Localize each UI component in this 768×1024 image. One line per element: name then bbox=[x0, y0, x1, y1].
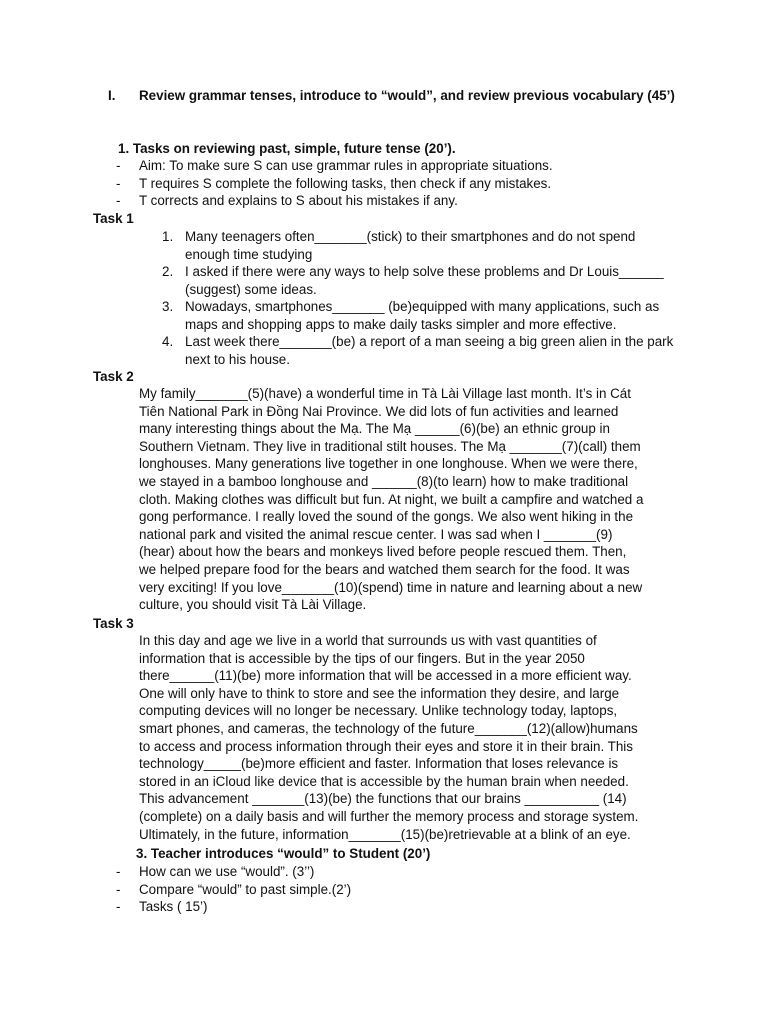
paragraph-line: smart phones, and cameras, the technology of the future_______(12)(allow)humans bbox=[139, 720, 638, 736]
paragraph-line: gong performance. I really loved the sound of the gongs. We also went hiking in the bbox=[139, 509, 634, 525]
item-text: Nowadays, smartphones_______ (be)equipped with many applications, such as maps and shopping apps to make daily tasks simpler and more effective. bbox=[185, 299, 660, 332]
subsection-1-title: 1. Tasks on reviewing past, simple, future tense (20’). bbox=[118, 141, 456, 156]
bullet-dash: - bbox=[116, 193, 121, 208]
paragraph-line: national park and visited the animal rescue center. I was sad when I _______(9) bbox=[139, 526, 613, 542]
paragraph-line: (complete) on a daily basis and will further the memory process and storage system. bbox=[139, 808, 639, 824]
paragraph-line: This advancement _______(13)(be) the functions that our brains __________ (14) bbox=[139, 791, 627, 807]
task-3-paragraph bbox=[139, 632, 638, 843]
section-number: I. bbox=[108, 88, 116, 103]
item-text: Last week there_______(be) a report of a man seeing a big green alien in the park next to his house. bbox=[185, 334, 674, 367]
paragraph-line: culture, you should visit Tà Lài Village. bbox=[139, 597, 367, 613]
paragraph-line: One will only have to think to store and see the information they desire, and large bbox=[139, 685, 620, 701]
bullet-text: Aim: To make sure S can use grammar rules in appropriate situations. bbox=[139, 158, 553, 173]
item-text: Many teenagers often_______(stick) to their smartphones and do not spend enough time studying bbox=[185, 229, 636, 262]
item-number: 3. bbox=[162, 299, 174, 314]
list-item bbox=[162, 263, 682, 298]
paragraph-line: information that is accessible by the tips of our fingers. But in the year 2050 bbox=[139, 650, 585, 666]
paragraph-line: we stayed in a bamboo longhouse and ______(8)(to learn) how to make traditional bbox=[139, 473, 629, 489]
item-number: 1. bbox=[162, 229, 174, 244]
bullet-text: T corrects and explains to S about his mistakes if any. bbox=[139, 193, 458, 208]
paragraph-line: technology_____(be)more efficient and faster. Information that loses relevance is bbox=[139, 756, 619, 772]
paragraph-line: cloth. Making clothes was difficult but fun. At night, we built a campfire and watched a bbox=[139, 491, 644, 507]
task-1-label: Task 1 bbox=[93, 211, 134, 226]
item-number: 2. bbox=[162, 264, 174, 279]
bullet-dash: - bbox=[116, 899, 121, 914]
task-2-label: Task 2 bbox=[93, 369, 134, 384]
paragraph-line: there______(11)(be) more information that will be accessed in a more efficient way. bbox=[139, 668, 632, 684]
list-item bbox=[162, 228, 682, 263]
list-item bbox=[162, 298, 682, 333]
paragraph-line: Ultimately, in the future, information_______(15)(be)retrievable at a blink of an eye. bbox=[139, 826, 631, 842]
paragraph-line: very exciting! If you love_______(10)(spend) time in nature and learning about a new bbox=[139, 579, 643, 595]
paragraph-line: we helped prepare food for the bears and watched them search for the food. It was bbox=[139, 561, 630, 577]
bullet-dash: - bbox=[116, 158, 121, 173]
paragraph-line: stored in an iCloud like device that is accessible by the human brain when needed. bbox=[139, 773, 629, 789]
bullet-text: Compare “would” to past simple.(2’) bbox=[139, 882, 352, 897]
paragraph-line: many interesting things about the Mạ. The Mạ ______(6)(be) an ethnic group in bbox=[139, 421, 610, 437]
paragraph-line: Southern Vietnam. They live in traditional stilt houses. The Mạ _______(7)(call) them bbox=[139, 438, 641, 454]
bullet-text: How can we use “would”. (3’’) bbox=[139, 864, 315, 879]
task-2-paragraph bbox=[139, 385, 643, 614]
section-title: Review grammar tenses, introduce to “would”, and review previous vocabulary (45’) bbox=[139, 88, 675, 103]
paragraph-line: My family_______(5)(have) a wonderful time in Tà Lài Village last month. It’s in Cát bbox=[139, 386, 631, 401]
paragraph-line: longhouses. Many generations live together in one longhouse. When we were there, bbox=[139, 456, 638, 472]
bullet-dash: - bbox=[116, 176, 121, 191]
paragraph-line: Tiên National Park in Đồng Nai Province. We did lots of fun activities and learned bbox=[139, 403, 619, 419]
paragraph-line: In this day and age we live in a world that surrounds us with vast quantities of bbox=[139, 633, 597, 648]
task-3-label: Task 3 bbox=[93, 616, 134, 631]
paragraph-line: computing devices will no longer be necessary. Unlike technology today, laptops, bbox=[139, 703, 618, 719]
paragraph-line: to access and process information through their eyes and store it in their brain. This bbox=[139, 738, 633, 754]
bullet-text: T requires S complete the following tasks, then check if any mistakes. bbox=[139, 176, 552, 191]
item-number: 4. bbox=[162, 334, 174, 349]
paragraph-line: (hear) about how the bears and monkeys lived before people rescued them. Then, bbox=[139, 544, 627, 560]
item-text: I asked if there were any ways to help solve these problems and Dr Louis______ (suggest) some ideas. bbox=[185, 264, 664, 297]
bullet-dash: - bbox=[116, 864, 121, 879]
subsection-3-title: 3. Teacher introduces “would” to Student (20’) bbox=[136, 846, 431, 861]
task-1-list bbox=[162, 228, 682, 368]
bullet-text: Tasks ( 15’) bbox=[139, 899, 208, 914]
bullet-dash: - bbox=[116, 882, 121, 897]
list-item bbox=[162, 333, 682, 368]
